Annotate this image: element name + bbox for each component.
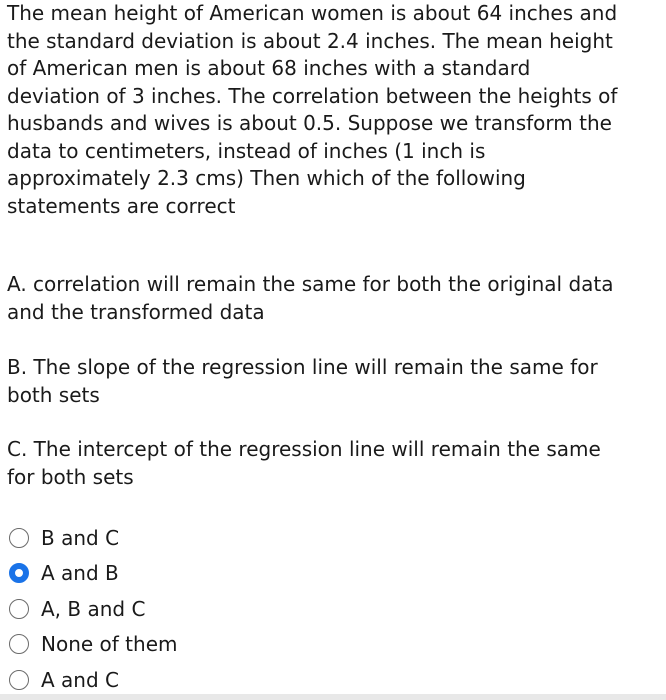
statement-line: and the transformed data [7,299,265,324]
question-line: of American men is about 68 inches with a standard [7,56,531,80]
option-none-of-them[interactable] [9,627,409,663]
question-line: husbands and wives is about 0.5. Suppose we transform the [7,111,612,135]
statement-c [7,436,662,491]
statement-b [7,354,662,409]
statement-line: A. correlation will remain the same for both the original data [7,272,614,296]
question-line: The mean height of American women is about 64 inches and [7,1,618,25]
statement-a [7,271,662,326]
statement-line: C. The intercept of the regression line will remain the same [7,437,601,461]
option-b-and-c[interactable] [9,520,409,556]
statement-line: for both sets [7,464,134,489]
option-label: A and C [41,667,119,692]
radio-button-icon[interactable] [9,528,29,548]
question-line: the standard deviation is about 2.4 inches. The mean height [7,28,613,53]
option-label: None of them [41,632,178,657]
option-a-and-b[interactable] [9,556,409,592]
option-a-and-c[interactable] [9,662,409,698]
answer-options [9,520,409,698]
option-label: A, B and C [41,596,146,621]
question-line: approximately 2.3 cms) Then which of the following [7,166,526,190]
bottom-divider [0,694,666,700]
question-text [7,0,662,220]
radio-button-icon[interactable] [9,563,29,583]
question-line: statements are correct [7,193,236,218]
question-line: deviation of 3 inches. The correlation between the heights of [7,83,618,108]
statement-line: both sets [7,382,100,407]
statement-line: B. The slope of the regression line will remain the same for [7,355,598,379]
option-a-b-and-c[interactable] [9,591,409,627]
option-label: A and B [41,561,119,586]
option-label: B and C [41,525,120,550]
radio-button-icon[interactable] [9,599,29,619]
radio-button-icon[interactable] [9,670,29,690]
radio-button-icon[interactable] [9,634,29,654]
question-line: data to centimeters, instead of inches (1 inch is [7,138,486,163]
